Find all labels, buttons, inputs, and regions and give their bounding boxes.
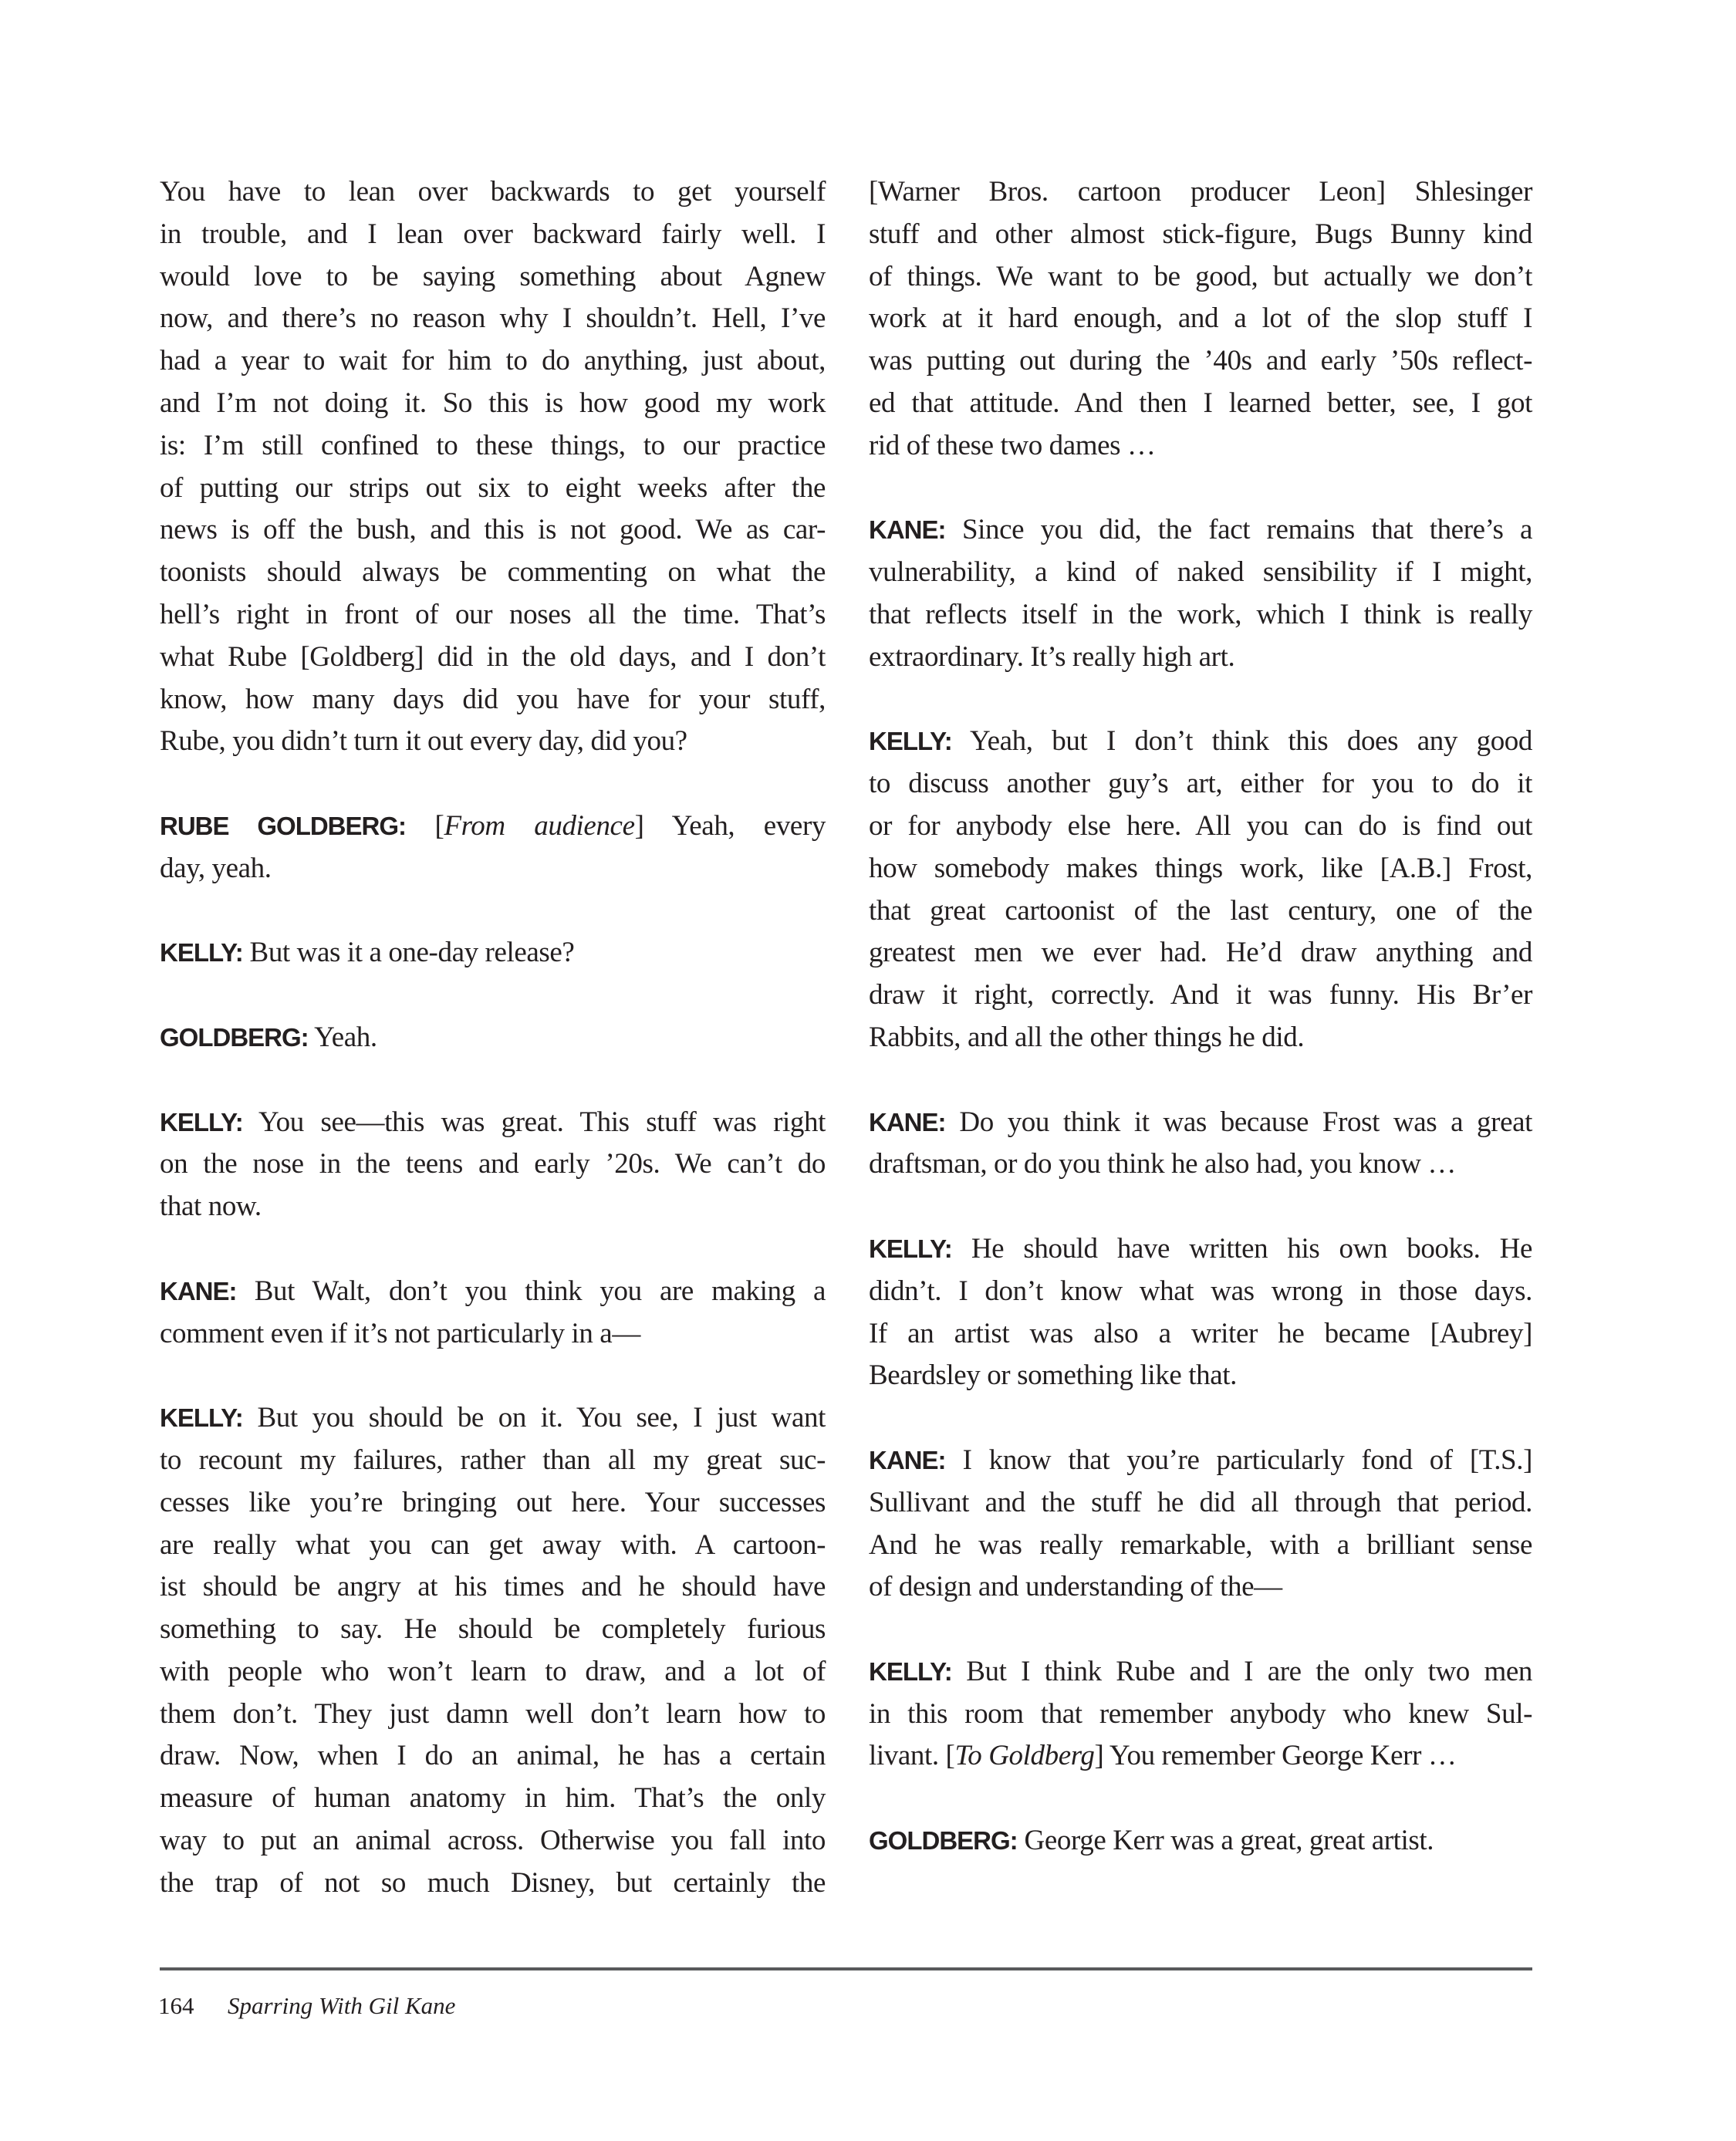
text-line [160,1313,826,1356]
line-text: draw it right, correctly. And it was funny. His Br’er [869,979,1532,1011]
line-text: or for anybody else here. All you can do is find out [869,809,1532,842]
text-line [160,1609,826,1651]
line-text: But was it a one-day release? [242,937,575,969]
text-line [869,383,1532,425]
dialogue-paragraph [869,721,1532,1059]
line-text: them don’t. They just damn well don’t learn how to [160,1697,826,1730]
line-text: didn’t. I don’t know what was wrong in those days. [869,1275,1532,1307]
italic-aside: From audience [444,809,635,842]
dialogue-paragraph [160,1017,826,1059]
line-text: of things. We want to be good, but actually we don’t [869,260,1532,292]
line-text: You have to lean over backwards to get yourself [160,176,826,208]
text-line [160,171,826,214]
line-text: had a year to wait for him to do anything, just about, [160,345,826,377]
line-text: ] You remember George Kerr … [1094,1740,1457,1772]
line-text: comment even if it’s not particularly in a— [160,1317,640,1349]
dialogue-paragraph [869,1651,1532,1778]
text-line [160,1566,826,1609]
text-line [160,383,826,425]
line-text: to discuss another guy’s art, either for you to do it [869,768,1532,800]
text-line [869,1440,1532,1482]
text-line [869,890,1532,933]
footer-rule [160,1967,1532,1970]
line-text: the trap of not so much Disney, but certainly the [160,1866,826,1899]
text-line [160,1440,826,1482]
text-line [160,637,826,679]
speaker-label: KANE: [869,1107,946,1136]
text-line [869,763,1532,805]
line-text: But I think Rube and I are the only two men [951,1655,1532,1687]
line-text: toonists should always be commenting on what the [160,556,826,589]
text-line [869,1525,1532,1567]
line-text: Do you think it was because Frost was a great [945,1106,1532,1138]
text-line [160,468,826,510]
speaker-label: RUBE GOLDBERG: [160,811,407,840]
line-text: [ [406,809,444,842]
dialogue-paragraph [160,1397,826,1905]
line-text: You see—this was great. This stuff was right [242,1106,826,1138]
text-line [160,1735,826,1778]
line-text: know, how many days did you have for your stuff, [160,683,826,715]
text-line [160,1186,826,1228]
text-line [160,214,826,256]
text-line [869,1820,1532,1862]
speaker-label: KELLY: [160,938,243,968]
text-line [869,425,1532,468]
line-text: draftsman, or do you think he also had, you know … [869,1148,1456,1180]
line-text: livant. [ [869,1740,955,1772]
line-text: that reflects itself in the work, which I think is really [869,598,1532,630]
text-line [160,1017,826,1059]
text-line [869,1355,1532,1397]
line-text: Rube, you didn’t turn it out every day, did you? [160,725,687,758]
text-line [160,848,826,890]
text-line [160,298,826,340]
line-text: draw. Now, when I do an animal, he has a certain [160,1740,826,1772]
text-line [160,1271,826,1313]
line-text: to recount my failures, rather than all my great suc- [160,1444,826,1476]
line-text: what Rube [Goldberg] did in the old days, and I don’t [160,640,826,673]
text-line [160,594,826,637]
right-column [869,171,1532,1905]
text-line [160,340,826,383]
text-line [869,637,1532,679]
line-text: Since you did, the fact remains that there’s a [945,514,1532,546]
speaker-label: KELLY: [869,1656,952,1686]
page-footer [158,1989,455,2023]
line-text: Yeah. [308,1021,377,1053]
line-text: But you should be on it. You see, I just want [242,1402,826,1434]
text-line [869,1735,1532,1778]
line-text: ist should be angry at his times and he should have [160,1571,826,1603]
line-text: of design and understanding of the— [869,1571,1282,1603]
line-text: how somebody makes things work, like [A.B.] Frost, [869,852,1532,884]
line-text: day, yeah. [160,852,272,884]
text-line [160,1397,826,1440]
text-line [869,1271,1532,1313]
text-line [160,1651,826,1694]
line-text: was putting out during the ’40s and early ’50s reflect- [869,345,1532,377]
line-text: measure of human anatomy in him. That’s the only [160,1782,826,1815]
speaker-label: KELLY: [160,1107,243,1136]
line-text: on the nose in the teens and early ’20s. We can’t do [160,1148,826,1180]
line-text: Beardsley or something like that. [869,1359,1237,1392]
dialogue-paragraph [869,1440,1532,1609]
line-text: George Kerr was a great, great artist. [1017,1825,1434,1857]
line-text: He should have written his own books. He [951,1232,1532,1265]
dialogue-paragraph [869,1102,1532,1187]
line-text: are really what you can get away with. A cartoon- [160,1528,826,1561]
text-line [160,1102,826,1144]
dialogue-paragraph [869,1228,1532,1397]
text-line [160,805,826,848]
line-text: extraordinary. It’s really high art. [869,640,1235,673]
text-line [869,171,1532,214]
italic-aside: To Goldberg [954,1740,1095,1772]
text-line [160,1694,826,1736]
dialogue-paragraph [869,1820,1532,1862]
text-line [160,721,826,763]
line-text: that now. [160,1190,262,1223]
speaker-label: KANE: [160,1276,237,1305]
line-text: would love to be saying something about Agnew [160,260,826,292]
text-line [869,509,1532,552]
text-line [160,256,826,299]
text-line [869,1694,1532,1736]
text-line [160,679,826,721]
text-line [160,1525,826,1567]
text-line [869,214,1532,256]
line-text: something to say. He should be completely furious [160,1613,826,1646]
line-text: Sullivant and the stuff he did all through that period. [869,1486,1532,1518]
text-line [869,1102,1532,1144]
line-text: is: I’m still confined to these things, to our practice [160,429,826,461]
text-line [160,1143,826,1186]
line-text: in this room that remember anybody who knew Sul- [869,1697,1532,1730]
line-text: greatest men we ever had. He’d draw anything and [869,937,1532,969]
speaker-label: KANE: [869,1445,946,1474]
line-text: now, and there’s no reason why I shouldn’t. Hell, I’ve [160,302,826,335]
text-line [869,552,1532,594]
dialogue-paragraph [160,1102,826,1228]
line-text: that great cartoonist of the last century, one of the [869,894,1532,927]
line-text: stuff and other almost stick-figure, Bugs Bunny kind [869,218,1532,250]
text-line [869,1143,1532,1186]
dialogue-paragraph [160,932,826,974]
text-line [160,425,826,468]
line-text: and I’m not doing it. So this is how good my work [160,387,826,419]
line-text: cesses like you’re bringing out here. Your successes [160,1486,826,1518]
dialogue-paragraph [160,1271,826,1356]
speaker-label: KELLY: [869,1234,952,1263]
line-text: [Warner Bros. cartoon producer Leon] Shlesinger [869,176,1532,208]
text-line [160,1482,826,1525]
line-text: But Walt, don’t you think you are making a [236,1275,826,1307]
line-text: rid of these two dames … [869,429,1156,461]
running-title: Sparring With Gil Kane [228,1992,456,2019]
line-text: in trouble, and I lean over backward fairly well. I [160,218,826,250]
line-text: ] Yeah, every [634,809,826,842]
text-line [869,721,1532,763]
line-text: I know that you’re particularly fond of [T.S.] [945,1444,1532,1476]
line-text: ed that attitude. And then I learned better, see, I got [869,387,1532,419]
text-line [869,1566,1532,1609]
text-line [869,340,1532,383]
line-text: If an artist was also a writer he became [Aubrey] [869,1317,1532,1349]
line-text: And he was really remarkable, with a brilliant sense [869,1528,1532,1561]
text-line [869,256,1532,299]
dialogue-paragraph [869,509,1532,678]
line-text: work at it hard enough, and a lot of the slop stuff I [869,302,1532,335]
text-paragraph [869,171,1532,468]
text-line [160,552,826,594]
line-text: with people who won’t learn to draw, and a lot of [160,1655,826,1687]
line-text: of putting our strips out six to eight weeks after the [160,471,826,504]
line-text: Yeah, but I don’t think this does any good [951,725,1532,758]
speaker-label: GOLDBERG: [160,1022,309,1052]
text-line [869,594,1532,637]
text-line [869,298,1532,340]
page-number: 164 [158,1992,194,2019]
text-line [869,932,1532,974]
speaker-label: KANE: [869,515,946,545]
text-line [160,509,826,552]
text-line [160,932,826,974]
text-line [869,805,1532,848]
line-text: hell’s right in front of our noses all the time. That’s [160,598,826,630]
text-line [869,1228,1532,1271]
text-line [869,1651,1532,1694]
speaker-label: KELLY: [160,1403,243,1433]
text-line [869,848,1532,890]
line-text: vulnerability, a kind of naked sensibility if I might, [869,556,1532,589]
text-line [160,1778,826,1820]
text-line [869,1313,1532,1356]
line-text: way to put an animal across. Otherwise you fall into [160,1825,826,1857]
text-paragraph [160,171,826,763]
text-line [160,1820,826,1862]
line-text: news is off the bush, and this is not good. We as car- [160,514,826,546]
text-line [869,1482,1532,1525]
speaker-label: KELLY: [869,727,952,756]
text-line [160,1862,826,1905]
text-line [869,974,1532,1017]
line-text: Rabbits, and all the other things he did. [869,1021,1305,1053]
text-line [869,1017,1532,1059]
left-column [160,171,826,1947]
speaker-label: GOLDBERG: [869,1826,1018,1856]
dialogue-paragraph [160,805,826,890]
